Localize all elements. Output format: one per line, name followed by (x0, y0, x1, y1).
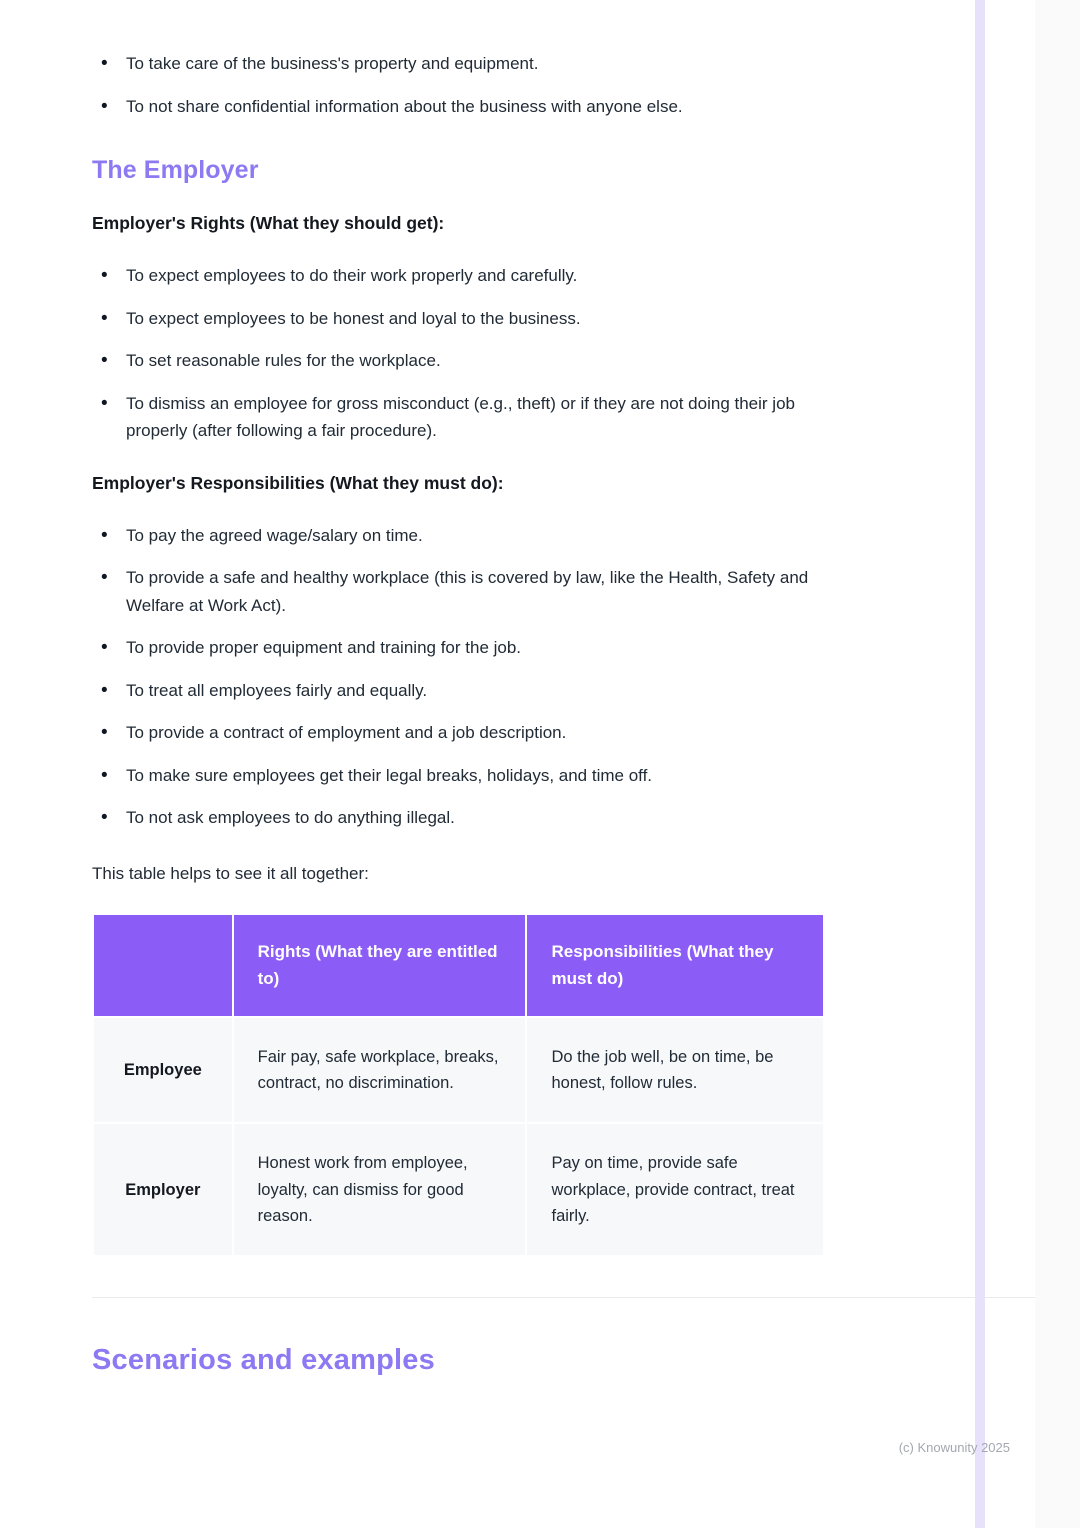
bullet-item: • To provide proper equipment and training for the job. (92, 634, 825, 662)
employee-rights-cell: Fair pay, safe workplace, breaks, contract, no discrimination. (234, 1018, 526, 1123)
document-content (92, 50, 1035, 1377)
table-row (94, 1124, 823, 1255)
employer-responsibilities-list (92, 522, 825, 832)
section-divider (92, 1297, 1035, 1298)
employer-responsibilities-cell: Pay on time, provide safe workplace, provide contract, treat fairly. (527, 1124, 823, 1255)
row-label-employee: Employee (94, 1018, 232, 1123)
bullet-item: • To make sure employees get their legal breaks, holidays, and time off. (92, 762, 825, 790)
bullet-item: • To provide a contract of employment and a job description. (92, 719, 825, 747)
table-header-rights: Rights (What they are entitled to) (234, 915, 526, 1015)
bullet-item: • To pay the agreed wage/salary on time. (92, 522, 825, 550)
table-intro-text: This table helps to see it all together: (92, 863, 369, 883)
bullet-item: • To not ask employees to do anything illegal. (92, 804, 825, 832)
bullet-item: • To not share confidential information about the business with anyone else. (92, 93, 825, 121)
intro-bullet-list (92, 50, 825, 120)
employee-responsibilities-cell: Do the job well, be on time, be honest, follow rules. (527, 1018, 823, 1123)
row-label-employer: Employer (94, 1124, 232, 1255)
table-header-row (94, 915, 823, 1015)
text-column (92, 50, 825, 1257)
copyright-text: (c) Knowunity 2025 (898, 1440, 1010, 1455)
employer-rights-list (92, 262, 825, 445)
section-title-scenarios: Scenarios and examples (92, 1344, 435, 1377)
bullet-item: • To expect employees to be honest and loyal to the business. (92, 305, 825, 333)
employer-responsibilities-heading: Employer's Responsibilities (What they must do): (92, 472, 504, 493)
bullet-item: • To dismiss an employee for gross misconduct (e.g., theft) or if they are not doing their job properly (after following a fair procedure). (92, 390, 825, 445)
page-right-gutter (1035, 0, 1080, 1528)
employer-rights-cell: Honest work from employee, loyalty, can dismiss for good reason. (234, 1124, 526, 1255)
rights-responsibilities-table (92, 913, 825, 1257)
table-header-responsibilities: Responsibilities (What they must do) (527, 915, 823, 1015)
bullet-item: • To set reasonable rules for the workplace. (92, 347, 825, 375)
bullet-item: • To treat all employees fairly and equally. (92, 677, 825, 705)
bullet-item: • To provide a safe and healthy workplace (this is covered by law, like the Health, Safety and Welfare at Work Act). (92, 564, 825, 619)
bullet-item: • To expect employees to do their work properly and carefully. (92, 262, 825, 290)
table-row (94, 1018, 823, 1123)
section-title-the-employer: The Employer (92, 156, 259, 185)
employer-rights-heading: Employer's Rights (What they should get): (92, 213, 445, 234)
bullet-item: • To take care of the business's property and equipment. (92, 50, 825, 78)
table-header-corner (94, 915, 232, 1015)
scrollbar[interactable] (975, 0, 985, 1528)
